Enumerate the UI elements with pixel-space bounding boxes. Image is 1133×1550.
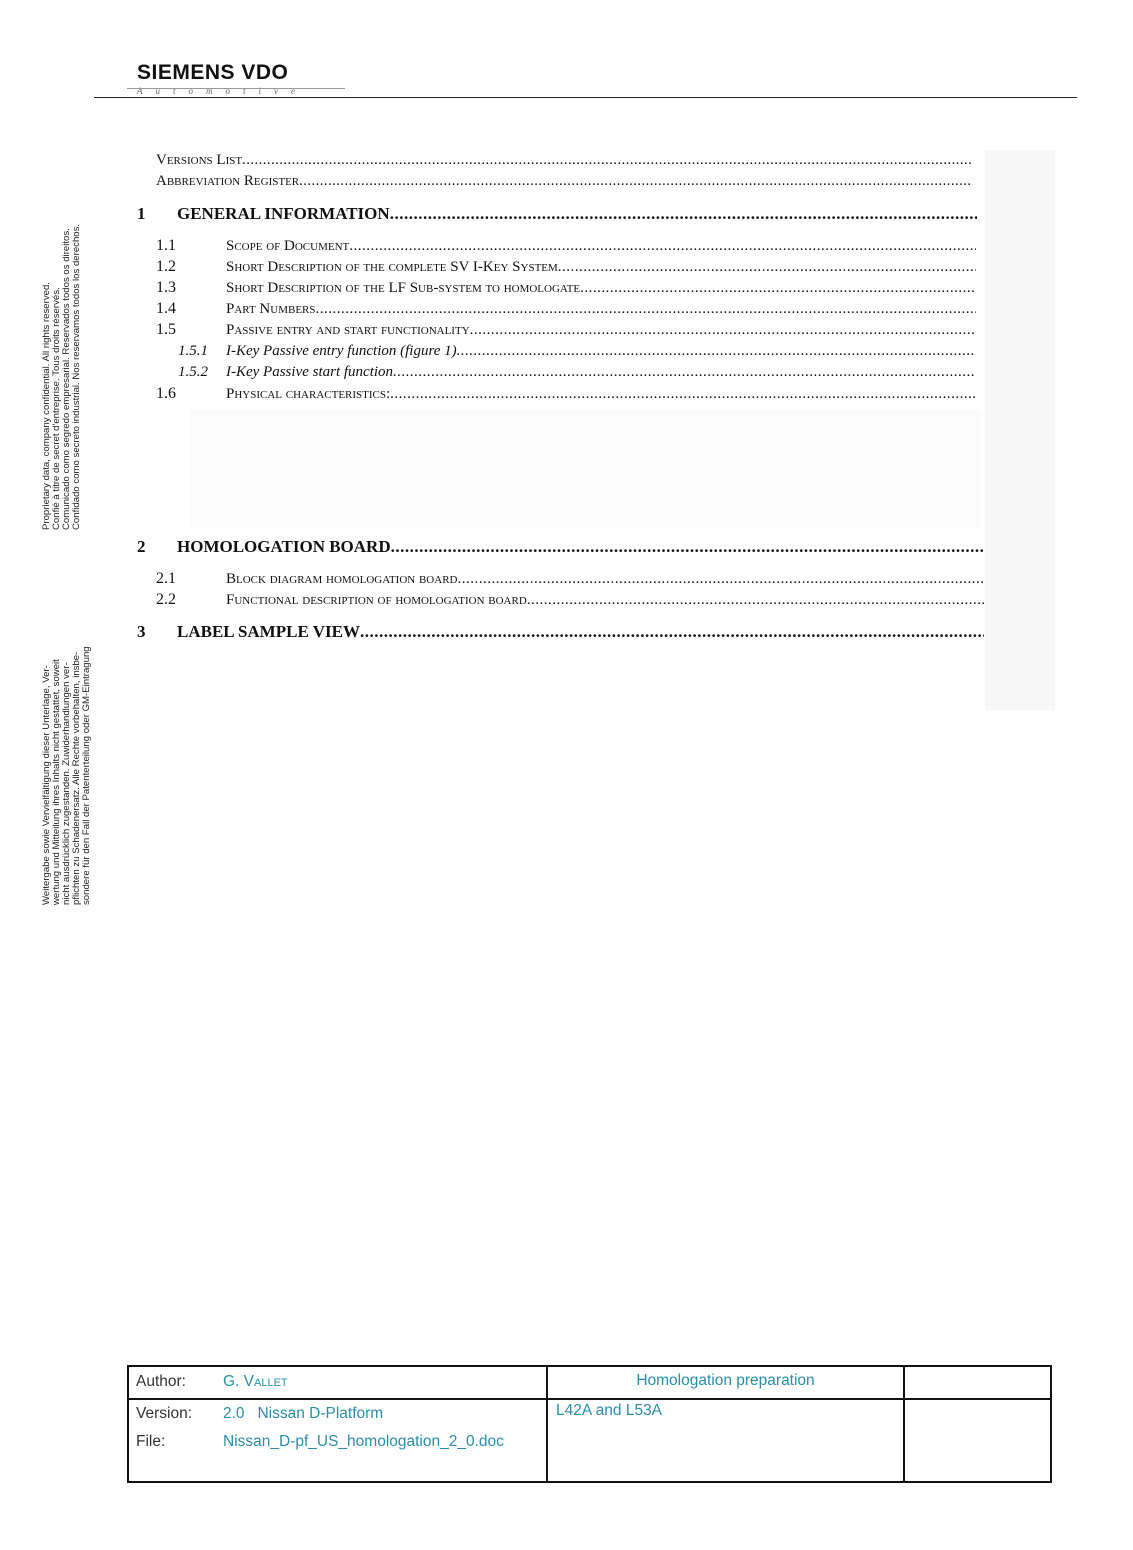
toc-leader (457, 571, 984, 588)
toc-leader (242, 152, 971, 169)
toc-leader (349, 238, 976, 255)
toc-title: Block diagram homologation board (226, 571, 458, 587)
legal-line: Comunicado como segredo empresarial. Reservados todos os direitos. (61, 228, 72, 530)
toc-leader (527, 592, 984, 609)
legal-line: Confidado como secreto industrial. Nos reservamos todos los derechos. (71, 223, 82, 530)
document-info-table (127, 1365, 1052, 1483)
toc-title: HOMOLOGATION BOARD (177, 537, 391, 556)
toc-title: Part Numbers (226, 301, 316, 317)
table-divider (903, 1367, 905, 1481)
toc-title: Functional description of homologation board (226, 592, 527, 608)
toc-entry-1-1[interactable] (156, 237, 976, 255)
toc-leader (470, 322, 976, 339)
toc-entry-section-2[interactable] (137, 537, 984, 557)
toc-number: 1.5.2 (178, 364, 208, 380)
logo-brand: SIEMENS VDO (137, 61, 289, 84)
logo-underline (127, 88, 345, 89)
table-divider (129, 1398, 1050, 1400)
author-value: G. Vallet (223, 1373, 288, 1390)
toc-number: 1.1 (156, 237, 176, 254)
legal-line: sondere für den Fall der Patenterteilung oder GM-Eintragung (81, 646, 92, 905)
toc-entry-section-3[interactable] (137, 622, 984, 642)
toc-leader (390, 386, 976, 403)
toc-number: 2.1 (156, 570, 176, 587)
toc-title: Short Description of the complete SV I-Key System (226, 259, 558, 275)
toc-leader (580, 280, 976, 297)
toc-entry-versions-list[interactable] (156, 152, 971, 169)
toc-entry-1-5-2[interactable] (156, 364, 976, 381)
toc-title: Physical characteristics: (226, 386, 391, 402)
toc-number: 1.6 (156, 385, 176, 402)
toc-title: Versions List (156, 152, 243, 168)
toc-leader (316, 301, 977, 318)
toc-title: I-Key Passive entry function (figure 1) (226, 343, 457, 359)
toc-leader (457, 343, 976, 360)
legal-notice-german (42, 605, 92, 905)
legal-line: nicht ausdrücklich zugestanden. Zuwiderhandlungen ver- (61, 662, 72, 905)
toc-entry-section-1[interactable] (137, 204, 977, 224)
toc-title: Abbreviation Register (156, 173, 300, 189)
toc-number: 1.5 (156, 321, 176, 338)
toc-number: 1.2 (156, 258, 176, 275)
toc-entry-2-2[interactable] (156, 591, 984, 609)
legal-line: Confié à titre de secret d'entreprise. Tous droits réservés. (51, 287, 62, 530)
toc-number: 1.5.1 (178, 343, 208, 359)
toc-number: 3 (137, 622, 146, 641)
toc-entry-1-2[interactable] (156, 258, 976, 276)
toc-leader (299, 173, 971, 190)
variant-value: L42A and L53A (556, 1402, 663, 1419)
file-value: Nissan_D-pf_US_homologation_2_0.doc (223, 1433, 504, 1450)
author-label: Author: (136, 1373, 186, 1390)
toc-title: I-Key Passive start function (226, 364, 394, 380)
legal-line: Weitergabe sowie Vervielfältigung dieser Unterlage, Ver- (41, 665, 52, 905)
toc-leader (390, 204, 977, 224)
toc-entry-1-4[interactable] (156, 300, 976, 318)
logo-subtitle: Automotive (137, 86, 308, 96)
version-label: Version: (136, 1405, 193, 1422)
header-rule (94, 97, 1077, 98)
toc-entry-2-1[interactable] (156, 570, 984, 588)
siemens-vdo-logo (137, 62, 308, 96)
legal-notice-confidential (42, 170, 82, 530)
toc-number: 1 (137, 204, 146, 223)
version-value: 2.0 Nissan D-Platform (223, 1405, 384, 1422)
legal-line: pflichten zu Schadenersatz. Alle Rechte vorbehalten, insbe- (71, 651, 82, 905)
toc-entry-abbreviation-register[interactable] (156, 173, 971, 190)
toc-entry-1-6[interactable] (156, 385, 976, 403)
toc-title: LABEL SAMPLE VIEW (177, 622, 360, 641)
toc-leader (558, 259, 976, 276)
toc-entry-1-5-1[interactable] (156, 343, 976, 360)
scan-artifact (190, 410, 980, 528)
toc-leader (391, 537, 984, 557)
toc-entry-1-3[interactable] (156, 279, 976, 297)
file-label: File: (136, 1433, 166, 1450)
toc-leader (393, 364, 976, 381)
legal-line: wertung und Mitteilung ihres Inhalts nicht gestattet, soweit (51, 659, 62, 905)
toc-entry-1-5[interactable] (156, 321, 976, 339)
scan-artifact (985, 150, 1055, 710)
toc-title: Short Description of the LF Sub-system to homologate (226, 280, 581, 296)
toc-number: 2.2 (156, 591, 176, 608)
toc-title: Scope of Document (226, 238, 350, 254)
toc-title: Passive entry and start functionality (226, 322, 470, 338)
toc-number: 1.4 (156, 300, 176, 317)
legal-line: Proprietary data, company confidential. All rights reserved. (41, 282, 52, 530)
toc-title: GENERAL INFORMATION (177, 204, 390, 223)
toc-number: 1.3 (156, 279, 176, 296)
document-title: Homologation preparation (636, 1372, 815, 1389)
toc-number: 2 (137, 537, 146, 556)
toc-leader (360, 622, 984, 642)
